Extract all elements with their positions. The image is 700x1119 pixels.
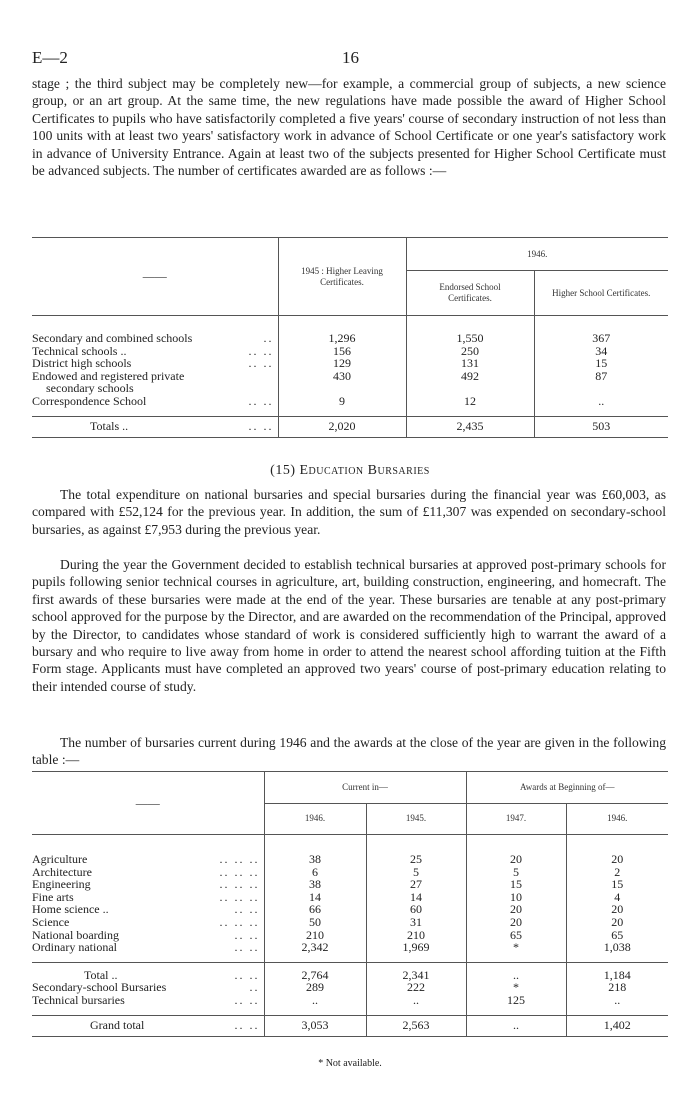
cell: 31 (366, 916, 466, 929)
row-label: Grand total (90, 1018, 145, 1033)
certificates-table (32, 237, 668, 438)
cell: 6 (264, 866, 366, 879)
leader-dots: .. .. (248, 393, 274, 408)
cell: 210 (366, 929, 466, 942)
expenditure-paragraph: The total expenditure on national bursaries and special bursaries during the financial year was £60,003, as compared with £52,124 for the previous year. In addition, the sum of £11,307 was expended on secondary-school bursaries, as against £7,953 during the previous year. (32, 487, 666, 537)
cell: 50 (264, 916, 366, 929)
cell: 2,435 (406, 416, 534, 437)
row-label: Engineering (32, 877, 91, 892)
cell: .. (466, 1015, 566, 1036)
section-heading: (15) Education Bursaries (270, 463, 430, 478)
cell: 15 (466, 878, 566, 891)
cell: 87 (534, 370, 668, 383)
table-row (32, 395, 668, 408)
cell: 492 (406, 370, 534, 383)
cell: 20 (566, 853, 668, 866)
table-row (32, 981, 668, 994)
cell: 250 (406, 345, 534, 358)
cell: 430 (278, 370, 406, 383)
cell: 20 (466, 853, 566, 866)
table-row (32, 903, 668, 916)
cell: .. (264, 994, 366, 1007)
stub-header: —— (142, 269, 167, 283)
cell: 5 (466, 866, 566, 879)
cell: 38 (264, 853, 366, 866)
col-header: 1946. (566, 803, 668, 835)
cell: 222 (366, 981, 466, 994)
row-label: Secondary and combined schools (32, 331, 193, 345)
page-number: 16 (342, 48, 359, 67)
cell: 15 (566, 878, 668, 891)
cell: 15 (534, 357, 668, 370)
cell: 65 (466, 929, 566, 942)
leader-dots: .. (263, 331, 274, 345)
leader-dots: .. .. .. (219, 864, 260, 879)
leader-dots: .. .. (248, 356, 274, 371)
cell: 2,020 (278, 416, 406, 437)
cell: 25 (366, 853, 466, 866)
leader-dots: .. (249, 980, 260, 995)
cell: 20 (466, 903, 566, 916)
leader-dots: .. .. .. (219, 877, 260, 892)
cell: .. (566, 994, 668, 1007)
cell: 131 (406, 357, 534, 370)
cell: 12 (406, 395, 534, 408)
cell: 503 (534, 416, 668, 437)
table-row (32, 891, 668, 904)
cell: * (466, 981, 566, 994)
cell: 289 (264, 981, 366, 994)
table-row (32, 916, 668, 929)
row-label: Technical schools .. (32, 343, 127, 358)
leader-dots: .. .. .. (219, 914, 260, 929)
row-label: secondary schools (46, 381, 134, 396)
cell: 65 (566, 929, 668, 942)
cell: 2,563 (366, 1015, 466, 1036)
cell: .. (366, 994, 466, 1007)
cell: 2,764 (264, 962, 366, 981)
leader-dots: .. .. (234, 940, 260, 955)
table-row (32, 853, 668, 866)
cell: .. (466, 962, 566, 981)
leader-dots: .. .. (248, 419, 274, 434)
cell: 3,053 (264, 1015, 366, 1036)
cell: .. (534, 395, 668, 408)
table-row (32, 878, 668, 891)
leader-dots: .. .. .. (219, 852, 260, 866)
cell: 1,402 (566, 1015, 668, 1036)
cell: 1,038 (566, 941, 668, 954)
table-row (32, 866, 668, 879)
technical-bursaries-paragraph: During the year the Government decided to establish technical bursaries at approved post-primary schools for pupils following senior technical courses in agriculture, art, building construction, engineering, and homecraft. The first awards of these bursaries were made at the end of the year. These bursaries are tenable at any post-primary school approved for the purpose by the Director, and are awarded on the recommendation of the Principal, approved by the Director, to candidates whose standard of work is considered sufficiently high to warrant the award of a bursary and who require to live away from home in order to attend the nearest school affording tuition at the Fifth Form stage. Applicants must have completed an approved two years' course of post-primary education relating to their intended course of study. (32, 557, 666, 694)
row-label: Science (32, 914, 70, 929)
cell: 60 (366, 903, 466, 916)
leader-dots: .. .. (234, 992, 260, 1007)
cell: 38 (264, 878, 366, 891)
leader-dots: .. .. (234, 967, 260, 982)
row-label: Secondary-school Bursaries (32, 980, 167, 995)
cell: 218 (566, 981, 668, 994)
row-label: Total .. (84, 967, 118, 982)
col-header: 1946. (264, 803, 366, 835)
row-label: National boarding (32, 927, 119, 942)
leader-dots: .. .. .. (219, 889, 260, 904)
bursaries-table (32, 771, 668, 1037)
intro-paragraph: stage ; the third subject may be completely new—for example, a commercial group of subjects, a new science group, or an art group. At the same time, the new regulations have made possible the award of Higher School Certificates to pupils who have satisfactorily completed a five years' course of secondary instruction of not less than 100 units with at least two years' satisfactory work in advance of School Certificate or one year's satisfactory work in advance of University Entrance. Again at least two of the subjects presented for Higher School Certificate must be advanced subjects. The number of certificates awarded are as follows :— (32, 76, 666, 179)
col-header-1945: 1945 : Higher Leaving Certificates. (278, 238, 406, 316)
table-row (32, 941, 668, 954)
cell: 4 (566, 891, 668, 904)
cell: 1,296 (278, 332, 406, 345)
row-label: Ordinary national (32, 940, 117, 955)
cell: 5 (366, 866, 466, 879)
table-row (32, 994, 668, 1007)
cell: 125 (466, 994, 566, 1007)
row-label: Architecture (32, 864, 92, 879)
group-header-current: Current in— (264, 772, 466, 804)
col-header-endorsed: Endorsed School Certificates. (406, 271, 534, 316)
cell: 34 (534, 345, 668, 358)
cell: 66 (264, 903, 366, 916)
cell: 27 (366, 878, 466, 891)
cell: 20 (466, 916, 566, 929)
row-label: Totals .. (90, 419, 129, 434)
leader-dots: .. .. (234, 1018, 260, 1033)
row-label: Endowed and registered private (32, 368, 185, 383)
cell: 10 (466, 891, 566, 904)
cell: 2,341 (366, 962, 466, 981)
stub-header: —— (135, 795, 160, 810)
cell: 20 (566, 916, 668, 929)
leader-dots: .. .. (248, 343, 274, 358)
row-label: Home science .. (32, 902, 109, 917)
group-header-1946: 1946. (406, 238, 668, 271)
grand-total-row (32, 1015, 668, 1036)
col-header: 1945. (366, 803, 466, 835)
cell: 1,550 (406, 332, 534, 345)
cell: 1,184 (566, 962, 668, 981)
table-row (32, 929, 668, 942)
row-label: Correspondence School (32, 393, 147, 408)
cell: 1,969 (366, 941, 466, 954)
cell: 156 (278, 345, 406, 358)
cell: 14 (366, 891, 466, 904)
row-label: Agriculture (32, 852, 88, 866)
cell: 129 (278, 357, 406, 370)
col-header-higher: Higher School Certificates. (534, 271, 668, 316)
cell: 367 (534, 332, 668, 345)
cell: 210 (264, 929, 366, 942)
cell: 2 (566, 866, 668, 879)
cell: 2,342 (264, 941, 366, 954)
report-code: E—2 (32, 48, 68, 67)
table-intro-paragraph: The number of bursaries current during 1946 and the awards at the close of the year are given in the following table :— (32, 735, 666, 768)
row-label: Technical bursaries (32, 992, 125, 1007)
table-row (32, 332, 668, 345)
cell: * (466, 941, 566, 954)
cell: 9 (278, 395, 406, 408)
subtotal-row (32, 962, 668, 981)
col-header: 1947. (466, 803, 566, 835)
row-label: District high schools (32, 356, 132, 371)
group-header-awards: Awards at Beginning of— (466, 772, 668, 804)
cell: 20 (566, 903, 668, 916)
footnote: * Not available. (318, 1058, 382, 1069)
cell: 14 (264, 891, 366, 904)
leader-dots: .. .. (234, 902, 260, 917)
row-label: Fine arts (32, 889, 74, 904)
leader-dots: .. .. (234, 927, 260, 942)
totals-row (32, 416, 668, 437)
